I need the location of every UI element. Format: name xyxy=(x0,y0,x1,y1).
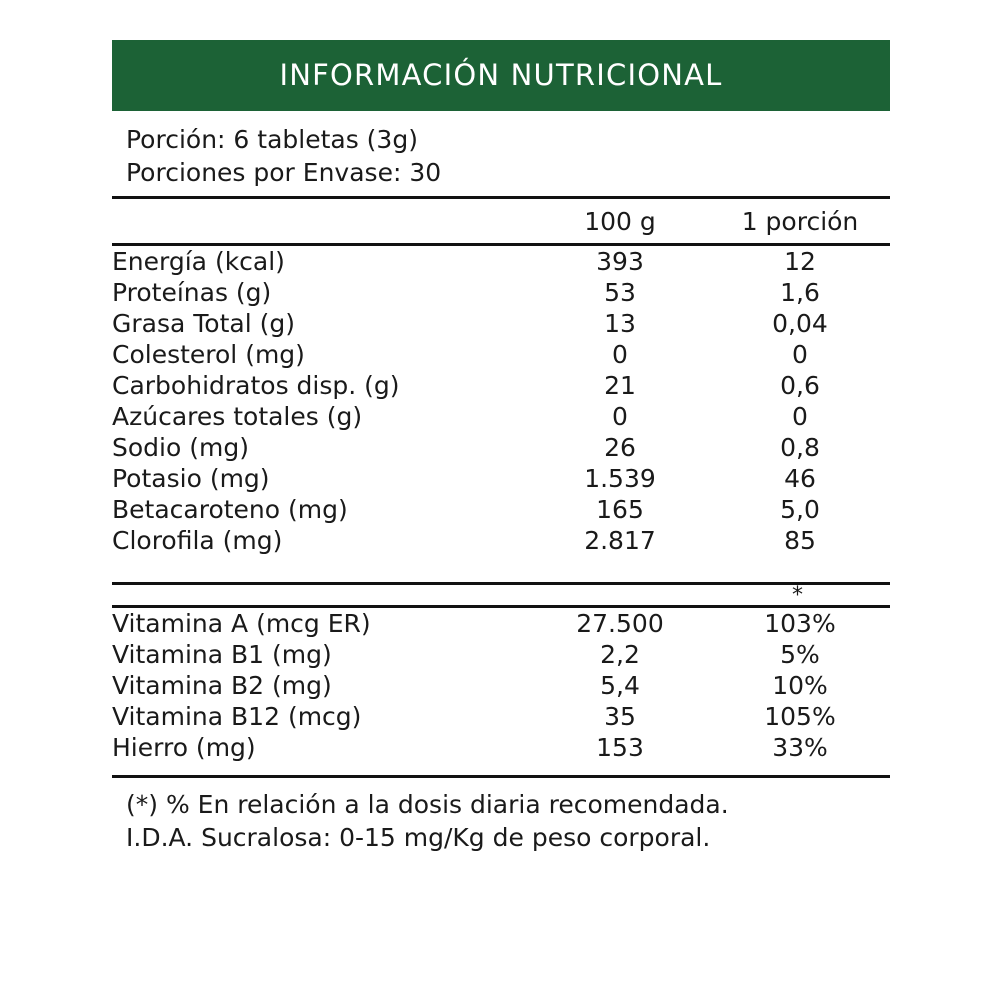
serving-size: Porción: 6 tabletas (3g) xyxy=(126,125,418,154)
nutrient-value-portion: 12 xyxy=(784,246,816,276)
table-row xyxy=(112,339,890,370)
nutrient-value-portion: 0 xyxy=(792,401,808,431)
table-row xyxy=(112,370,890,401)
nutrient-label: Clorofila (mg) xyxy=(112,525,283,555)
vitamin-value-100g: 27.500 xyxy=(576,608,664,638)
table-row xyxy=(112,525,890,556)
nutrient-label: Azúcares totales (g) xyxy=(112,401,363,431)
nutrient-value-portion: 0,6 xyxy=(780,370,820,400)
nutrient-label: Sodio (mg) xyxy=(112,432,249,462)
nutrient-value-100g: 13 xyxy=(604,308,636,338)
table-row xyxy=(112,608,890,639)
vitamin-value-portion: 33% xyxy=(772,732,828,762)
table-row xyxy=(112,277,890,308)
footnote-daily-value: (*) % En relación a la dosis diaria recomendada. xyxy=(126,789,729,819)
nutrient-value-portion: 0,8 xyxy=(780,432,820,462)
vitamin-label: Vitamina B12 (mcg) xyxy=(112,701,362,731)
nutrient-label: Betacaroteno (mg) xyxy=(112,494,348,524)
table-row xyxy=(112,401,890,432)
nutrition-facts-panel xyxy=(112,40,890,855)
vitamin-value-100g: 153 xyxy=(596,732,644,762)
nutrient-value-portion: 46 xyxy=(784,463,816,493)
servings-per-container: Porciones por Envase: 30 xyxy=(126,158,442,188)
nutrient-label: Proteínas (g) xyxy=(112,277,272,307)
nutrient-value-portion: 1,6 xyxy=(780,277,820,307)
vitamin-value-portion: 5% xyxy=(780,639,820,669)
nutrient-label: Carbohidratos disp. (g) xyxy=(112,370,400,400)
nutrient-value-100g: 1.539 xyxy=(584,463,656,493)
vitamin-value-portion: 10% xyxy=(772,670,828,700)
table-row xyxy=(112,463,890,494)
nutrient-value-100g: 393 xyxy=(596,246,644,276)
vitamin-label: Vitamina B2 (mg) xyxy=(112,670,332,700)
nutrient-value-100g: 21 xyxy=(604,370,636,400)
footnotes xyxy=(112,778,890,856)
vitamin-value-100g: 35 xyxy=(604,701,636,731)
vitamin-label: Hierro (mg) xyxy=(112,732,256,762)
spacer xyxy=(112,763,890,775)
table-row xyxy=(112,494,890,525)
nutrient-label: Grasa Total (g) xyxy=(112,308,295,338)
vitamin-value-portion: 103% xyxy=(764,608,836,638)
table-row xyxy=(112,639,890,670)
column-header-100g: 100 g xyxy=(584,206,656,236)
footnote-sucralose: I.D.A. Sucralosa: 0-15 mg/Kg de peso corporal. xyxy=(126,823,711,853)
nutrient-value-100g: 53 xyxy=(604,277,636,307)
vitamin-value-100g: 2,2 xyxy=(600,639,640,669)
header-spacer xyxy=(112,199,530,243)
table-row xyxy=(112,246,890,277)
nutrient-label: Energía (kcal) xyxy=(112,246,285,276)
nutrient-value-100g: 0 xyxy=(612,339,628,369)
nutrient-label: Colesterol (mg) xyxy=(112,339,305,369)
table-row xyxy=(112,670,890,701)
nutrient-table xyxy=(112,199,890,243)
vitamin-value-portion: 105% xyxy=(764,701,836,731)
nutrient-value-100g: 26 xyxy=(604,432,636,462)
table-row xyxy=(112,701,890,732)
vitamin-value-100g: 5,4 xyxy=(600,670,640,700)
table-row xyxy=(112,432,890,463)
vitamins-table xyxy=(112,608,890,763)
asterisk-marker: * xyxy=(792,582,803,608)
panel-header: INFORMACIÓN NUTRICIONAL xyxy=(112,40,890,111)
vitamin-label: Vitamina B1 (mg) xyxy=(112,639,332,669)
serving-info xyxy=(112,111,890,194)
column-header-portion: 1 porción xyxy=(741,206,859,236)
nutrient-value-portion: 0 xyxy=(792,339,808,369)
nutrient-value-portion: 0,04 xyxy=(772,308,828,338)
table-row xyxy=(112,308,890,339)
vitamin-label: Vitamina A (mcg ER) xyxy=(112,608,371,638)
nutrient-value-portion: 85 xyxy=(784,525,816,555)
nutrient-value-100g: 2.817 xyxy=(584,525,656,555)
main-nutrients-table xyxy=(112,246,890,556)
table-row xyxy=(112,732,890,763)
nutrient-value-portion: 5,0 xyxy=(780,494,820,524)
table-header-row xyxy=(112,199,890,243)
nutrient-value-100g: 0 xyxy=(612,401,628,431)
nutrient-value-100g: 165 xyxy=(596,494,644,524)
nutrient-label: Potasio (mg) xyxy=(112,463,270,493)
daily-value-marker-row xyxy=(112,582,890,608)
spacer xyxy=(112,556,890,582)
